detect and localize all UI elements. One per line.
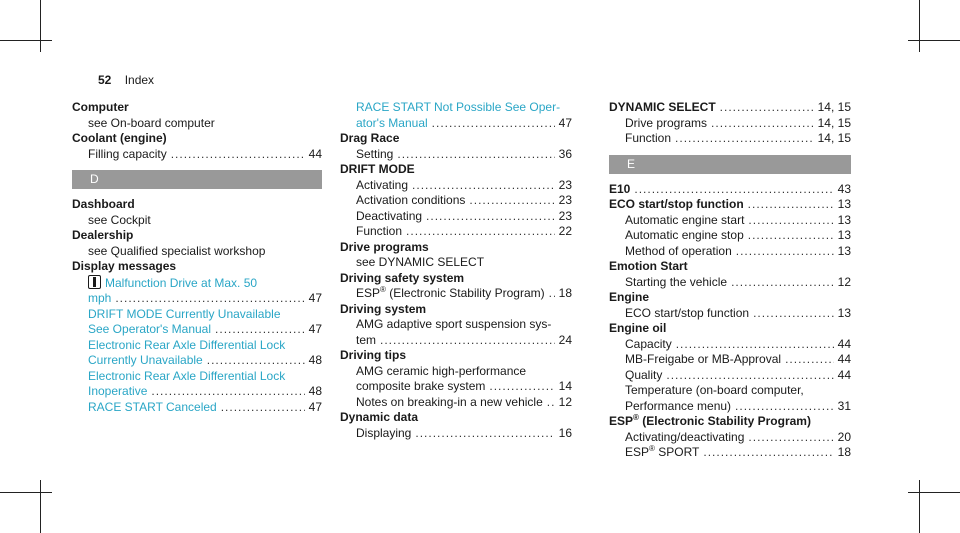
see-reference[interactable]: see Qualified specialist workshop bbox=[88, 243, 266, 258]
index-entry[interactable]: RACE START Canceled ..... 47 bbox=[72, 400, 322, 416]
crop-mark bbox=[919, 0, 920, 52]
index-entry[interactable]: MB-Freigabe or MB-Approval ..... 44 bbox=[609, 352, 851, 368]
see-reference[interactable]: see On-board computer bbox=[88, 115, 215, 130]
see-reference[interactable]: see Cockpit bbox=[88, 212, 151, 227]
index-entry[interactable]: mph ..... 47 bbox=[72, 291, 322, 307]
index-term: Drive programs bbox=[340, 239, 429, 254]
page-number: 52 bbox=[98, 73, 112, 87]
index-term: DRIFT MODE bbox=[340, 162, 415, 176]
index-entry[interactable]: ator's Manual ..... 47 bbox=[340, 116, 572, 132]
index-entry[interactable]: Inoperative ..... 48 bbox=[72, 384, 322, 400]
index-term: Dashboard bbox=[72, 197, 135, 211]
crop-mark bbox=[40, 480, 41, 533]
display-message-link[interactable]: Electronic Rear Axle Differential Lock bbox=[88, 337, 286, 352]
index-entry[interactable]: See Operator's Manual ..... 47 bbox=[72, 322, 322, 338]
index-entry[interactable]: Currently Unavailable ..... 48 bbox=[72, 353, 322, 369]
index-entry[interactable]: ESP® (Electronic Stability Program) ..... 18 bbox=[340, 286, 572, 302]
display-message-link[interactable]: RACE START Not Possible See Oper- bbox=[356, 100, 561, 114]
index-column-2 bbox=[340, 100, 572, 441]
index-term: Emotion Start bbox=[609, 259, 688, 273]
index-term: Driving tips bbox=[340, 348, 407, 362]
index-term: ESP® (Electronic Stability Program) bbox=[609, 413, 811, 428]
index-entry[interactable]: Starting the vehicle ..... 12 bbox=[609, 275, 851, 291]
index-term: Driving system bbox=[340, 301, 427, 316]
index-entry[interactable]: ESP® SPORT ..... 18 bbox=[609, 445, 851, 461]
index-entry[interactable]: DYNAMIC SELECT ..... 14, 15 bbox=[609, 100, 851, 116]
index-entry[interactable]: Setting ..... 36 bbox=[340, 147, 572, 163]
crop-mark bbox=[908, 492, 960, 493]
index-column-1 bbox=[72, 100, 322, 415]
index-entry[interactable]: Automatic engine stop ..... 13 bbox=[609, 228, 851, 244]
index-entry[interactable]: Activating ..... 23 bbox=[340, 178, 572, 194]
crop-mark bbox=[919, 480, 920, 533]
crop-mark bbox=[908, 40, 960, 41]
index-entry[interactable]: Activation conditions ..... 23 bbox=[340, 193, 572, 209]
index-entry[interactable]: Method of operation ..... 13 bbox=[609, 244, 851, 260]
index-term: Display messages bbox=[72, 259, 177, 273]
index-entry-text: Temperature (on-board computer, bbox=[625, 383, 804, 397]
brake-warning-icon bbox=[88, 275, 101, 289]
page-header bbox=[98, 73, 154, 87]
index-term: Dealership bbox=[72, 228, 134, 242]
index-entry[interactable]: ECO start/stop function ..... 13 bbox=[609, 306, 851, 322]
index-entry[interactable]: E10 ..... 43 bbox=[609, 182, 851, 198]
display-message-link[interactable]: DRIFT MODE Currently Unavailable bbox=[88, 306, 281, 321]
display-message-link[interactable]: Malfunction Drive at Max. 50 bbox=[72, 275, 322, 292]
index-entry[interactable]: Deactivating ..... 23 bbox=[340, 209, 572, 225]
crop-mark bbox=[40, 0, 41, 52]
section-title: Index bbox=[124, 73, 155, 87]
index-term: Computer bbox=[72, 100, 129, 114]
index-term: Engine oil bbox=[609, 321, 667, 335]
index-entry[interactable]: Function ..... 14, 15 bbox=[609, 131, 851, 147]
index-entry[interactable]: composite brake system ..... 14 bbox=[340, 379, 572, 395]
crop-mark bbox=[0, 492, 52, 493]
index-entry[interactable]: Performance menu) ..... 31 bbox=[609, 399, 851, 415]
see-reference[interactable]: see DYNAMIC SELECT bbox=[356, 255, 485, 269]
index-entry[interactable]: Automatic engine start ..... 13 bbox=[609, 213, 851, 229]
index-term: Driving safety system bbox=[340, 270, 465, 285]
index-entry[interactable]: Drive programs ..... 14, 15 bbox=[609, 116, 851, 132]
index-entry[interactable]: Activating/deactivating ..... 20 bbox=[609, 430, 851, 446]
index-term: Dynamic data bbox=[340, 410, 419, 424]
index-entry-text: AMG ceramic high-performance bbox=[356, 363, 527, 378]
index-entry[interactable]: Quality ..... 44 bbox=[609, 368, 851, 384]
index-entry-text: AMG adaptive sport suspension sys- bbox=[356, 317, 552, 331]
index-entry[interactable]: ECO start/stop function ..... 13 bbox=[609, 197, 851, 213]
index-term: Coolant (engine) bbox=[72, 131, 167, 145]
index-term: Engine bbox=[609, 290, 650, 304]
index-entry[interactable]: Capacity ..... 44 bbox=[609, 337, 851, 353]
index-entry[interactable]: Notes on breaking-in a new vehicle ..... 12 bbox=[340, 395, 572, 411]
letter-bar-d: D bbox=[72, 170, 322, 189]
index-entry[interactable]: Filling capacity ..... 44 bbox=[72, 147, 322, 163]
index-column-3 bbox=[609, 100, 851, 461]
crop-mark bbox=[0, 40, 52, 41]
index-entry[interactable]: Displaying ..... 16 bbox=[340, 426, 572, 442]
index-entry[interactable]: Function ..... 22 bbox=[340, 224, 572, 240]
letter-bar-e: E bbox=[609, 155, 851, 174]
index-term: Drag Race bbox=[340, 131, 400, 145]
index-entry[interactable]: tem ..... 24 bbox=[340, 333, 572, 349]
display-message-link[interactable]: Electronic Rear Axle Differential Lock bbox=[88, 368, 286, 383]
